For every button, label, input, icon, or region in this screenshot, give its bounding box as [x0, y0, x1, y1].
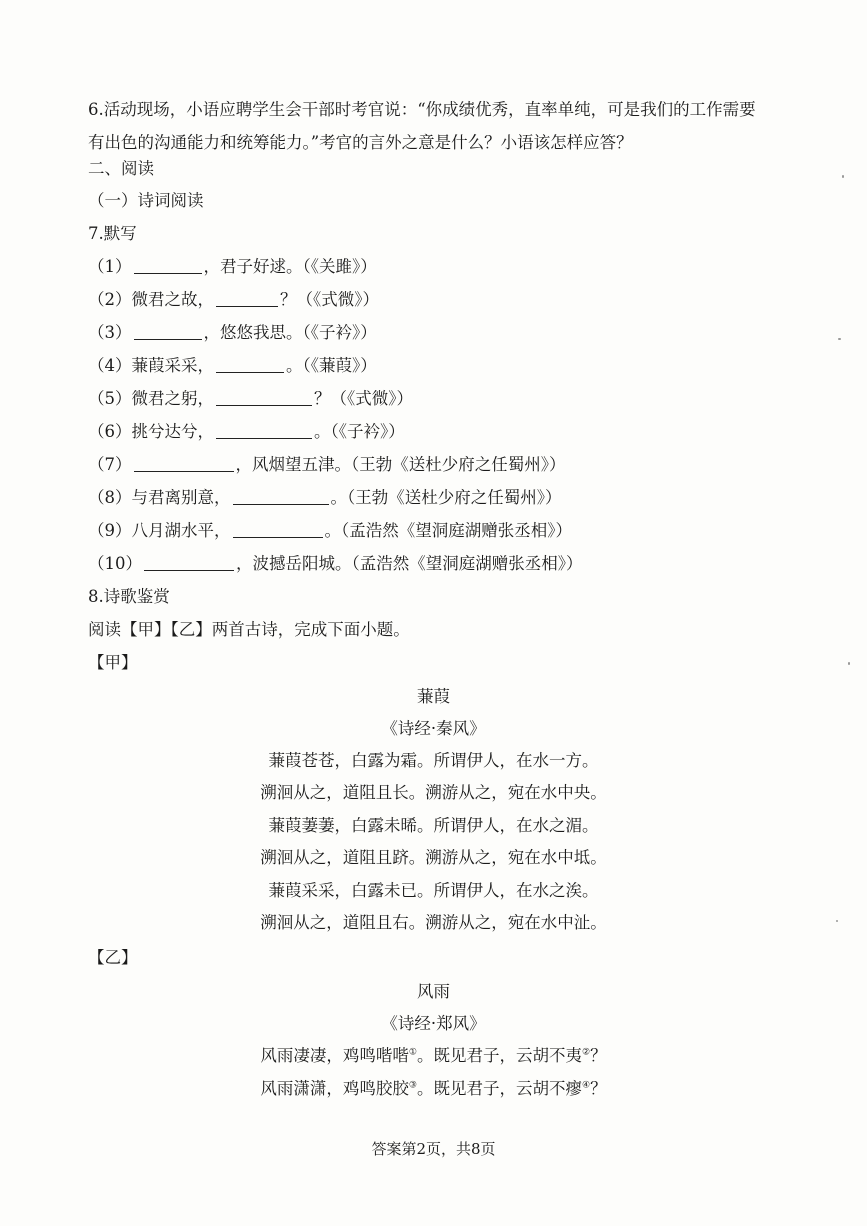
- scan-speck: [848, 662, 850, 665]
- poem-a-title: 蒹葭: [417, 687, 450, 706]
- dictation-item: [88, 388, 413, 410]
- dictation-after: ，君子好逑。（《关雎》）: [203, 257, 377, 276]
- dictation-before: 挑兮达兮，: [131, 422, 214, 441]
- poem-b-line-2: [0, 1078, 867, 1100]
- poem-b-line-text: 。既见君子，云胡不夷: [417, 1046, 582, 1065]
- question-6-line-2: 有出色的沟通能力和统筹能力。”考官的言外之意是什么？小语该怎样应答？: [88, 133, 633, 152]
- poem-b-line-text: 。既见君子，云胡不瘳: [417, 1079, 582, 1098]
- dictation-before: 与君离别意，: [131, 488, 231, 507]
- dictation-after: 。（《子衿》）: [314, 422, 405, 441]
- dictation-before: 八月湖水平，: [131, 521, 231, 540]
- question-8-title: 8.诗歌鉴赏: [88, 587, 170, 606]
- dictation-item: [88, 421, 405, 443]
- dictation-number: （7）: [88, 455, 132, 474]
- poem-a-line: 蒹葭苍苍，白露为霜。所谓伊人，在水一方。: [268, 751, 599, 770]
- poem-a-line: 溯洄从之，道阻且右。溯游从之，宛在水中沚。: [260, 913, 607, 932]
- poem-b-marker: 【乙】: [88, 948, 138, 967]
- dictation-after: 。（《蒹葭》）: [286, 356, 377, 375]
- dictation-after: ，风烟望五津。（王勃《送杜少府之任蜀州》）: [235, 455, 566, 474]
- dictation-number: （4）: [88, 356, 132, 375]
- fill-blank[interactable]: [216, 422, 312, 439]
- poem-b-title: 风雨: [417, 982, 450, 1001]
- poem-a-line: 溯洄从之，道阻且长。溯游从之，宛在水中央。: [260, 783, 607, 802]
- section-heading-reading: 二、阅读: [88, 159, 154, 178]
- fill-blank[interactable]: [134, 323, 202, 340]
- dictation-item: [88, 322, 377, 344]
- footnote-marker: ①: [408, 1047, 417, 1058]
- dictation-item: [88, 520, 572, 542]
- fill-blank[interactable]: [216, 290, 278, 307]
- dictation-before: 微君之故，: [131, 290, 214, 309]
- scan-speck: [836, 920, 838, 922]
- question-7-title: 7.默写: [88, 224, 137, 243]
- dictation-number: （8）: [88, 488, 132, 507]
- poem-b-line-text: 风雨潇潇，鸡鸣胶胶: [260, 1079, 409, 1098]
- fill-blank[interactable]: [216, 356, 284, 373]
- question-6: [88, 93, 788, 159]
- poem-a-source: 《诗经·秦风》: [381, 719, 486, 738]
- dictation-number: （10）: [88, 554, 142, 573]
- question-8-instruction: 阅读【甲】【乙】两首古诗，完成下面小题。: [88, 620, 410, 639]
- dictation-item: [88, 256, 377, 278]
- dictation-item: [88, 553, 583, 575]
- dictation-number: （1）: [88, 257, 132, 276]
- footnote-marker: ③: [408, 1080, 417, 1091]
- dictation-after: ？（《式微》）: [280, 290, 379, 309]
- poem-b-line-text: ？: [590, 1046, 607, 1065]
- dictation-after: ，悠悠我思。（《子衿》）: [203, 323, 377, 342]
- dictation-item: [88, 289, 379, 311]
- poem-a-line: 蒹葭萋萋，白露未晞。所谓伊人，在水之湄。: [268, 816, 599, 835]
- scan-speck: [842, 175, 844, 178]
- dictation-item: [88, 487, 562, 509]
- dictation-number: （5）: [88, 389, 132, 408]
- dictation-after: 。（王勃《送杜少府之任蜀州》）: [330, 488, 562, 507]
- dictation-number: （6）: [88, 422, 132, 441]
- poem-a-line: 蒹葭采采，白露未已。所谓伊人，在水之涘。: [268, 881, 599, 900]
- dictation-after: 。（孟浩然《望洞庭湖赠张丞相》）: [324, 521, 572, 540]
- dictation-after: ，波撼岳阳城。（孟浩然《望洞庭湖赠张丞相》）: [236, 554, 583, 573]
- fill-blank[interactable]: [134, 257, 202, 274]
- poem-b-line-text: 风雨凄凄，鸡鸣喈喈: [260, 1046, 409, 1065]
- dictation-number: （9）: [88, 521, 132, 540]
- dictation-before: 蒹葭采采，: [131, 356, 214, 375]
- fill-blank[interactable]: [134, 455, 234, 472]
- poem-a-line: 溯洄从之，道阻且跻。溯游从之，宛在水中坻。: [260, 848, 607, 867]
- dictation-before: 微君之躬，: [131, 389, 214, 408]
- poem-a-marker: 【甲】: [88, 653, 138, 672]
- dictation-item: [88, 454, 566, 476]
- page-footer: 答案第2页，共8页: [371, 1140, 496, 1158]
- footnote-marker: ②: [582, 1047, 591, 1058]
- subsection-heading-poetry: （一）诗词阅读: [88, 191, 204, 210]
- fill-blank[interactable]: [233, 488, 329, 505]
- fill-blank[interactable]: [144, 554, 234, 571]
- scan-speck: [838, 338, 841, 340]
- dictation-number: （3）: [88, 323, 132, 342]
- dictation-item: [88, 355, 377, 377]
- poem-b-line-1: [0, 1045, 867, 1067]
- fill-blank[interactable]: [233, 521, 323, 538]
- poem-b-source: 《诗经·郑风》: [381, 1014, 486, 1033]
- question-6-line-1: 6.活动现场，小语应聘学生会干部时考官说：“你成绩优秀，直率单纯，可是我们的工作需要: [88, 100, 756, 119]
- fill-blank[interactable]: [216, 389, 312, 406]
- dictation-number: （2）: [88, 290, 132, 309]
- poem-b-line-text: ？: [590, 1079, 607, 1098]
- footnote-marker: ④: [582, 1080, 591, 1091]
- dictation-after: ？（《式微》）: [314, 389, 413, 408]
